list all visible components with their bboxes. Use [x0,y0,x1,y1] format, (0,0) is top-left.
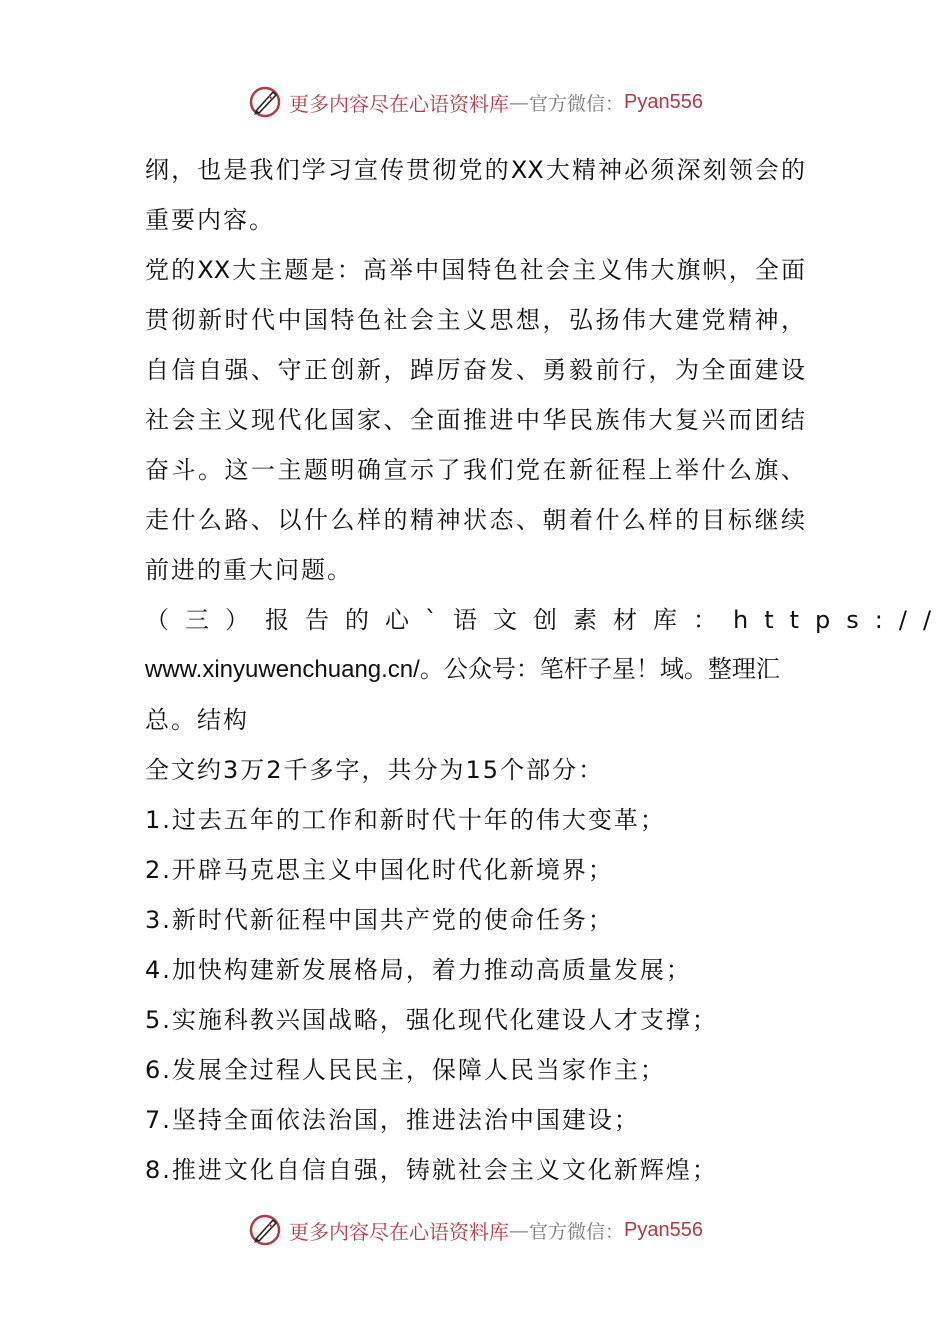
pen-logo-icon [247,1212,283,1248]
list-item-8: 8.推进文化自信自强，铸就社会主义文化新辉煌； [145,1156,718,1184]
footer-wechat-label: 官方微信： [529,1220,625,1243]
list-item-7: 7.坚持全面依法治国，推进法治中国建设； [145,1106,640,1134]
body-line-10 [145,595,948,645]
body-line-7: 奋斗。这一主题明确宣示了我们党在新征程上举什么旗、 [145,456,805,484]
list-item-3: 3.新时代新征程中国共产党的使命任务； [145,906,614,934]
list-item-2: 2.开辟马克思主义中国化时代化新境界； [145,856,614,884]
body-line-9: 前进的重大问题。 [145,556,353,584]
footer-banner [0,1208,950,1252]
list-item-4: 4.加快构建新发展格局，着力推动高质量发展； [145,956,692,984]
list-item-1: 1.过去五年的工作和新时代十年的伟大变革； [145,806,666,834]
pen-logo-icon [247,84,283,120]
footer-banner-text: 更多内容尽在心语资料库 [289,1219,509,1244]
body-line-12: 总。结构 [145,706,249,734]
header-banner-text: 更多内容尽在心语资料库 [289,91,509,116]
footer-banner-separator: — [509,1218,529,1242]
header-banner [0,80,950,124]
body-line-13: 全文约3万2千多字，共分为15个部分： [145,756,605,784]
list-item-6: 6.发展全过程人民民主，保障人民当家作主； [145,1056,666,1084]
header-wechat-id: Pyan556 [624,90,703,113]
body-line-6: 社会主义现代化国家、全面推进中华民族伟大复兴而团结 [145,406,805,434]
body-line-11: www.xinyuwenchuang.cn/。公众号：笔杆子星！域。整理汇 [145,656,780,683]
list-item-5: 5.实施科教兴国战略，强化现代化建设人才支撑； [145,1006,718,1034]
body-line-8: 走什么路、以什么样的精神状态、朝着什么样的目标继续 [145,506,805,534]
body-line-2: 重要内容。 [145,206,275,234]
section-heading-with-url: （三）报告的心`语文创素材库：https:// [145,606,948,634]
body-line-4: 贯彻新时代中国特色社会主义思想，弘扬伟大建党精神， [145,306,805,334]
body-line-3: 党的XX大主题是：高举中国特色社会主义伟大旗帜，全面 [145,256,805,284]
body-line-1: 纲，也是我们学习宣传贯彻党的XX大精神必须深刻领会的 [145,156,805,184]
header-wechat-label: 官方微信： [529,92,625,115]
footer-wechat-id: Pyan556 [624,1218,703,1241]
document-body [145,145,948,1195]
body-line-5: 自信自强、守正创新，踔厉奋发、勇毅前行，为全面建设 [145,356,805,384]
header-banner-separator: — [509,90,529,114]
